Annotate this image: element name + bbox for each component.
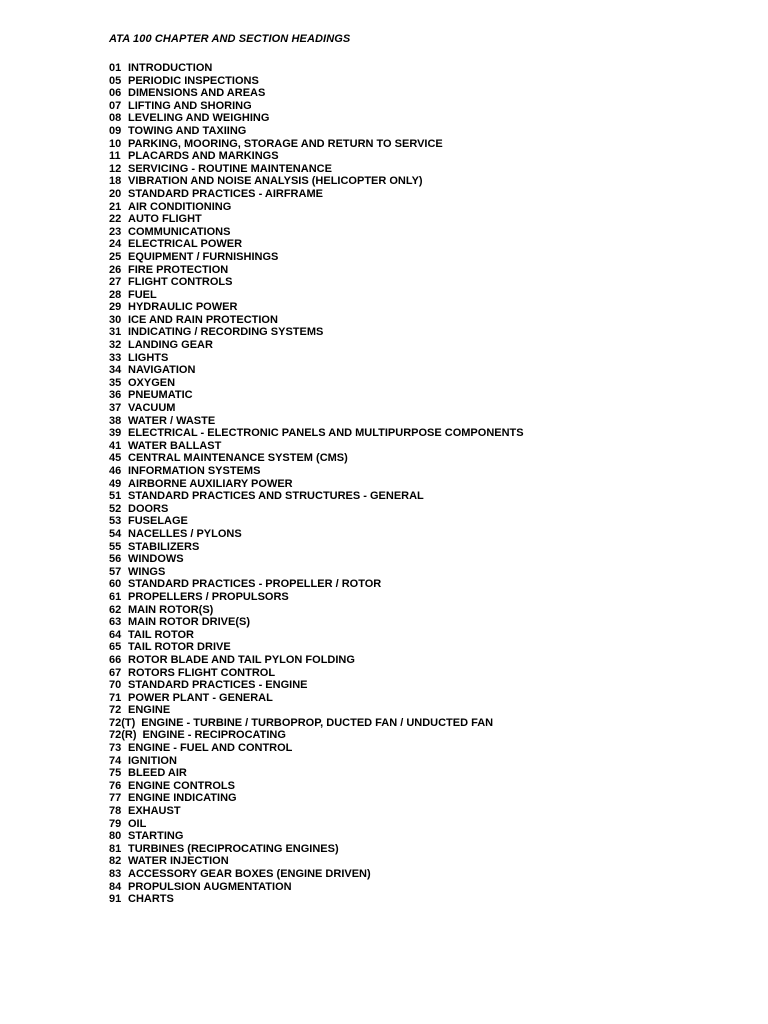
chapter-row xyxy=(109,881,524,894)
chapter-list xyxy=(109,62,524,906)
chapter-number: 91 xyxy=(109,893,122,906)
chapter-number: 05 xyxy=(109,74,122,87)
chapter-row xyxy=(109,717,524,730)
chapter-row xyxy=(109,541,524,554)
chapter-heading: WATER BALLAST xyxy=(128,439,222,452)
chapter-row xyxy=(109,440,524,453)
chapter-row xyxy=(109,478,524,491)
chapter-number: 60 xyxy=(109,578,122,591)
chapter-row xyxy=(109,780,524,793)
chapter-row xyxy=(109,830,524,843)
chapter-row xyxy=(109,415,524,428)
chapter-row xyxy=(109,402,524,415)
chapter-heading: ELECTRICAL POWER xyxy=(128,238,243,251)
chapter-number: 66 xyxy=(109,653,122,666)
chapter-heading: EXHAUST xyxy=(128,805,181,818)
chapter-row xyxy=(109,679,524,692)
chapter-heading: ICE AND RAIN PROTECTION xyxy=(128,313,278,326)
chapter-number: 72(R) xyxy=(109,729,137,742)
chapter-number: 51 xyxy=(109,490,122,503)
chapter-number: 71 xyxy=(109,691,122,704)
chapter-heading: NACELLES / PYLONS xyxy=(128,527,242,540)
chapter-heading: TURBINES (RECIPROCATING ENGINES) xyxy=(128,842,339,855)
chapter-row xyxy=(109,452,524,465)
chapter-number: 65 xyxy=(109,641,122,654)
chapter-row xyxy=(109,578,524,591)
chapter-row xyxy=(109,339,524,352)
chapter-heading: DOORS xyxy=(128,502,169,515)
chapter-heading: ELECTRICAL - ELECTRONIC PANELS AND MULTIPURPOSE COMPONENTS xyxy=(128,427,524,440)
chapter-heading: AUTO FLIGHT xyxy=(128,213,202,226)
chapter-row xyxy=(109,188,524,201)
chapter-row xyxy=(109,667,524,680)
chapter-number: 74 xyxy=(109,754,122,767)
chapter-heading: TAIL ROTOR DRIVE xyxy=(128,641,231,654)
chapter-row xyxy=(109,868,524,881)
chapter-number: 06 xyxy=(109,87,122,100)
chapter-heading: AIR CONDITIONING xyxy=(128,200,232,213)
chapter-heading: FLIGHT CONTROLS xyxy=(128,276,233,289)
chapter-number: 38 xyxy=(109,414,122,427)
chapter-number: 64 xyxy=(109,628,122,641)
chapter-number: 11 xyxy=(109,150,121,163)
chapter-number: 84 xyxy=(109,880,122,893)
chapter-row xyxy=(109,377,524,390)
chapter-row xyxy=(109,843,524,856)
chapter-row xyxy=(109,465,524,478)
chapter-heading: PROPELLERS / PROPULSORS xyxy=(128,590,289,603)
chapter-heading: FUEL xyxy=(128,288,157,301)
chapter-row xyxy=(109,276,524,289)
chapter-number: 45 xyxy=(109,452,122,465)
chapter-row xyxy=(109,729,524,742)
chapter-row xyxy=(109,301,524,314)
chapter-heading: PARKING, MOORING, STORAGE AND RETURN TO SERVICE xyxy=(128,137,443,150)
chapter-row xyxy=(109,352,524,365)
chapter-row xyxy=(109,704,524,717)
chapter-number: 28 xyxy=(109,288,122,301)
chapter-heading: ENGINE - TURBINE / TURBOPROP, DUCTED FAN / UNDUCTED FAN xyxy=(141,716,494,729)
chapter-row xyxy=(109,175,524,188)
chapter-heading: SERVICING - ROUTINE MAINTENANCE xyxy=(128,162,332,175)
chapter-heading: STANDARD PRACTICES - ENGINE xyxy=(128,679,308,692)
chapter-heading: ACCESSORY GEAR BOXES (ENGINE DRIVEN) xyxy=(128,868,371,880)
chapter-row xyxy=(109,213,524,226)
chapter-row xyxy=(109,528,524,541)
chapter-heading: PROPULSION AUGMENTATION xyxy=(128,880,292,893)
chapter-number: 77 xyxy=(109,792,122,805)
chapter-number: 83 xyxy=(109,868,122,880)
chapter-heading: MAIN ROTOR(S) xyxy=(128,603,214,616)
chapter-heading: WINDOWS xyxy=(128,553,184,566)
chapter-number: 72 xyxy=(109,704,122,717)
chapter-row xyxy=(109,427,524,440)
chapter-heading: OIL xyxy=(128,817,147,830)
chapter-heading: ENGINE - FUEL AND CONTROL xyxy=(128,742,293,755)
chapter-row xyxy=(109,62,524,75)
chapter-number: 23 xyxy=(109,225,122,238)
chapter-heading: CHARTS xyxy=(128,893,174,906)
chapter-number: 49 xyxy=(109,477,122,490)
chapter-heading: WATER / WASTE xyxy=(128,414,216,427)
chapter-number: 53 xyxy=(109,515,122,528)
chapter-number: 57 xyxy=(109,565,122,578)
chapter-number: 12 xyxy=(109,162,122,175)
chapter-number: 78 xyxy=(109,805,122,818)
chapter-number: 52 xyxy=(109,502,122,515)
chapter-row xyxy=(109,805,524,818)
chapter-heading: DIMENSIONS AND AREAS xyxy=(128,87,266,100)
chapter-number: 41 xyxy=(109,439,122,452)
chapter-number: 33 xyxy=(109,351,122,364)
chapter-heading: TAIL ROTOR xyxy=(128,628,194,641)
chapter-number: 70 xyxy=(109,679,122,692)
chapter-heading: EQUIPMENT / FURNISHINGS xyxy=(128,250,279,263)
chapter-row xyxy=(109,163,524,176)
chapter-row xyxy=(109,641,524,654)
chapter-number: 07 xyxy=(109,99,122,112)
chapter-heading: LEVELING AND WEIGHING xyxy=(128,112,270,125)
chapter-number: 73 xyxy=(109,742,122,755)
chapter-heading: NAVIGATION xyxy=(128,364,196,377)
chapter-heading: PERIODIC INSPECTIONS xyxy=(128,74,259,87)
chapter-heading: INFORMATION SYSTEMS xyxy=(128,465,261,477)
chapter-row xyxy=(109,893,524,906)
chapter-row xyxy=(109,566,524,579)
chapter-row xyxy=(109,125,524,138)
chapter-number: 08 xyxy=(109,112,122,125)
chapter-heading: INDICATING / RECORDING SYSTEMS xyxy=(128,326,324,339)
chapter-number: 80 xyxy=(109,830,122,843)
chapter-heading: PLACARDS AND MARKINGS xyxy=(128,150,279,163)
chapter-number: 37 xyxy=(109,402,122,415)
chapter-row xyxy=(109,792,524,805)
chapter-number: 32 xyxy=(109,339,122,352)
chapter-row xyxy=(109,87,524,100)
chapter-number: 39 xyxy=(109,427,122,440)
chapter-number: 10 xyxy=(109,137,122,150)
chapter-heading: PNEUMATIC xyxy=(128,389,193,402)
chapter-number: 09 xyxy=(109,124,122,137)
chapter-heading: LIFTING AND SHORING xyxy=(128,99,252,112)
chapter-row xyxy=(109,226,524,239)
chapter-row xyxy=(109,314,524,327)
chapter-heading: STANDARD PRACTICES - PROPELLER / ROTOR xyxy=(128,578,382,591)
chapter-heading: FIRE PROTECTION xyxy=(128,263,229,276)
chapter-row xyxy=(109,755,524,768)
chapter-row xyxy=(109,150,524,163)
chapter-row xyxy=(109,389,524,402)
chapter-heading: AIRBORNE AUXILIARY POWER xyxy=(128,477,293,490)
chapter-row xyxy=(109,553,524,566)
chapter-row xyxy=(109,201,524,214)
chapter-heading: FUSELAGE xyxy=(128,515,188,528)
chapter-number: 63 xyxy=(109,616,122,629)
chapter-heading: OXYGEN xyxy=(128,376,176,389)
chapter-heading: ENGINE CONTROLS xyxy=(128,779,235,792)
chapter-number: 61 xyxy=(109,590,122,603)
chapter-number: 29 xyxy=(109,301,122,314)
chapter-row xyxy=(109,75,524,88)
chapter-row xyxy=(109,855,524,868)
chapter-row xyxy=(109,238,524,251)
chapter-row xyxy=(109,326,524,339)
chapter-heading: ENGINE xyxy=(128,704,171,717)
chapter-number: 21 xyxy=(109,200,122,213)
chapter-heading: STANDARD PRACTICES AND STRUCTURES - GENERAL xyxy=(128,490,424,503)
chapter-number: 22 xyxy=(109,213,122,226)
chapter-number: 18 xyxy=(109,175,122,188)
chapter-number: 24 xyxy=(109,238,122,251)
chapter-number: 55 xyxy=(109,540,122,553)
chapter-heading: VIBRATION AND NOISE ANALYSIS (HELICOPTER ONLY) xyxy=(128,175,423,188)
chapter-number: 27 xyxy=(109,276,122,289)
chapter-number: 82 xyxy=(109,855,122,868)
chapter-number: 76 xyxy=(109,779,122,792)
chapter-row xyxy=(109,100,524,113)
chapter-heading: POWER PLANT - GENERAL xyxy=(128,691,273,704)
chapter-number: 75 xyxy=(109,767,122,780)
chapter-number: 01 xyxy=(109,62,122,74)
chapter-heading: WINGS xyxy=(128,565,166,578)
chapter-heading: IGNITION xyxy=(128,754,177,767)
chapter-row xyxy=(109,604,524,617)
chapter-row xyxy=(109,818,524,831)
chapter-number: 34 xyxy=(109,364,122,377)
chapter-row xyxy=(109,629,524,642)
chapter-heading: ROTOR BLADE AND TAIL PYLON FOLDING xyxy=(128,653,355,666)
chapter-row xyxy=(109,654,524,667)
chapter-row xyxy=(109,251,524,264)
document-title: ATA 100 CHAPTER AND SECTION HEADINGS xyxy=(109,33,351,45)
chapter-row xyxy=(109,490,524,503)
chapter-row xyxy=(109,515,524,528)
chapter-row xyxy=(109,138,524,151)
chapter-row xyxy=(109,289,524,302)
chapter-heading: MAIN ROTOR DRIVE(S) xyxy=(128,616,251,629)
chapter-number: 81 xyxy=(109,842,122,855)
chapter-heading: STARTING xyxy=(128,830,184,843)
chapter-number: 46 xyxy=(109,465,122,477)
chapter-heading: WATER INJECTION xyxy=(128,855,229,868)
chapter-heading: VACUUM xyxy=(128,402,176,415)
chapter-number: 20 xyxy=(109,187,122,200)
chapter-row xyxy=(109,616,524,629)
chapter-heading: LIGHTS xyxy=(128,351,169,364)
chapter-heading: STABILIZERS xyxy=(128,540,200,553)
chapter-heading: HYDRAULIC POWER xyxy=(128,301,238,314)
chapter-number: 31 xyxy=(109,326,122,339)
chapter-number: 56 xyxy=(109,553,122,566)
chapter-row xyxy=(109,503,524,516)
chapter-heading: TOWING AND TAXIING xyxy=(128,124,247,137)
chapter-row xyxy=(109,591,524,604)
chapter-row xyxy=(109,767,524,780)
chapter-number: 36 xyxy=(109,389,122,402)
chapter-number: 79 xyxy=(109,817,122,830)
chapter-heading: ENGINE INDICATING xyxy=(128,792,237,805)
chapter-row xyxy=(109,264,524,277)
chapter-number: 25 xyxy=(109,250,122,263)
chapter-number: 35 xyxy=(109,376,122,389)
chapter-heading: CENTRAL MAINTENANCE SYSTEM (CMS) xyxy=(128,452,348,465)
chapter-number: 26 xyxy=(109,263,122,276)
chapter-heading: BLEED AIR xyxy=(128,767,187,780)
chapter-row xyxy=(109,692,524,705)
chapter-heading: ROTORS FLIGHT CONTROL xyxy=(128,666,276,679)
chapter-heading: INTRODUCTION xyxy=(128,62,213,74)
chapter-row xyxy=(109,364,524,377)
chapter-number: 54 xyxy=(109,527,122,540)
chapter-number: 62 xyxy=(109,603,122,616)
chapter-heading: STANDARD PRACTICES - AIRFRAME xyxy=(128,187,323,200)
chapter-row xyxy=(109,112,524,125)
chapter-heading: ENGINE - RECIPROCATING xyxy=(142,729,286,742)
chapter-number: 67 xyxy=(109,666,122,679)
chapter-heading: LANDING GEAR xyxy=(128,339,213,352)
chapter-row xyxy=(109,742,524,755)
chapter-heading: COMMUNICATIONS xyxy=(128,225,231,238)
chapter-number: 30 xyxy=(109,313,122,326)
chapter-number: 72(T) xyxy=(109,716,136,729)
